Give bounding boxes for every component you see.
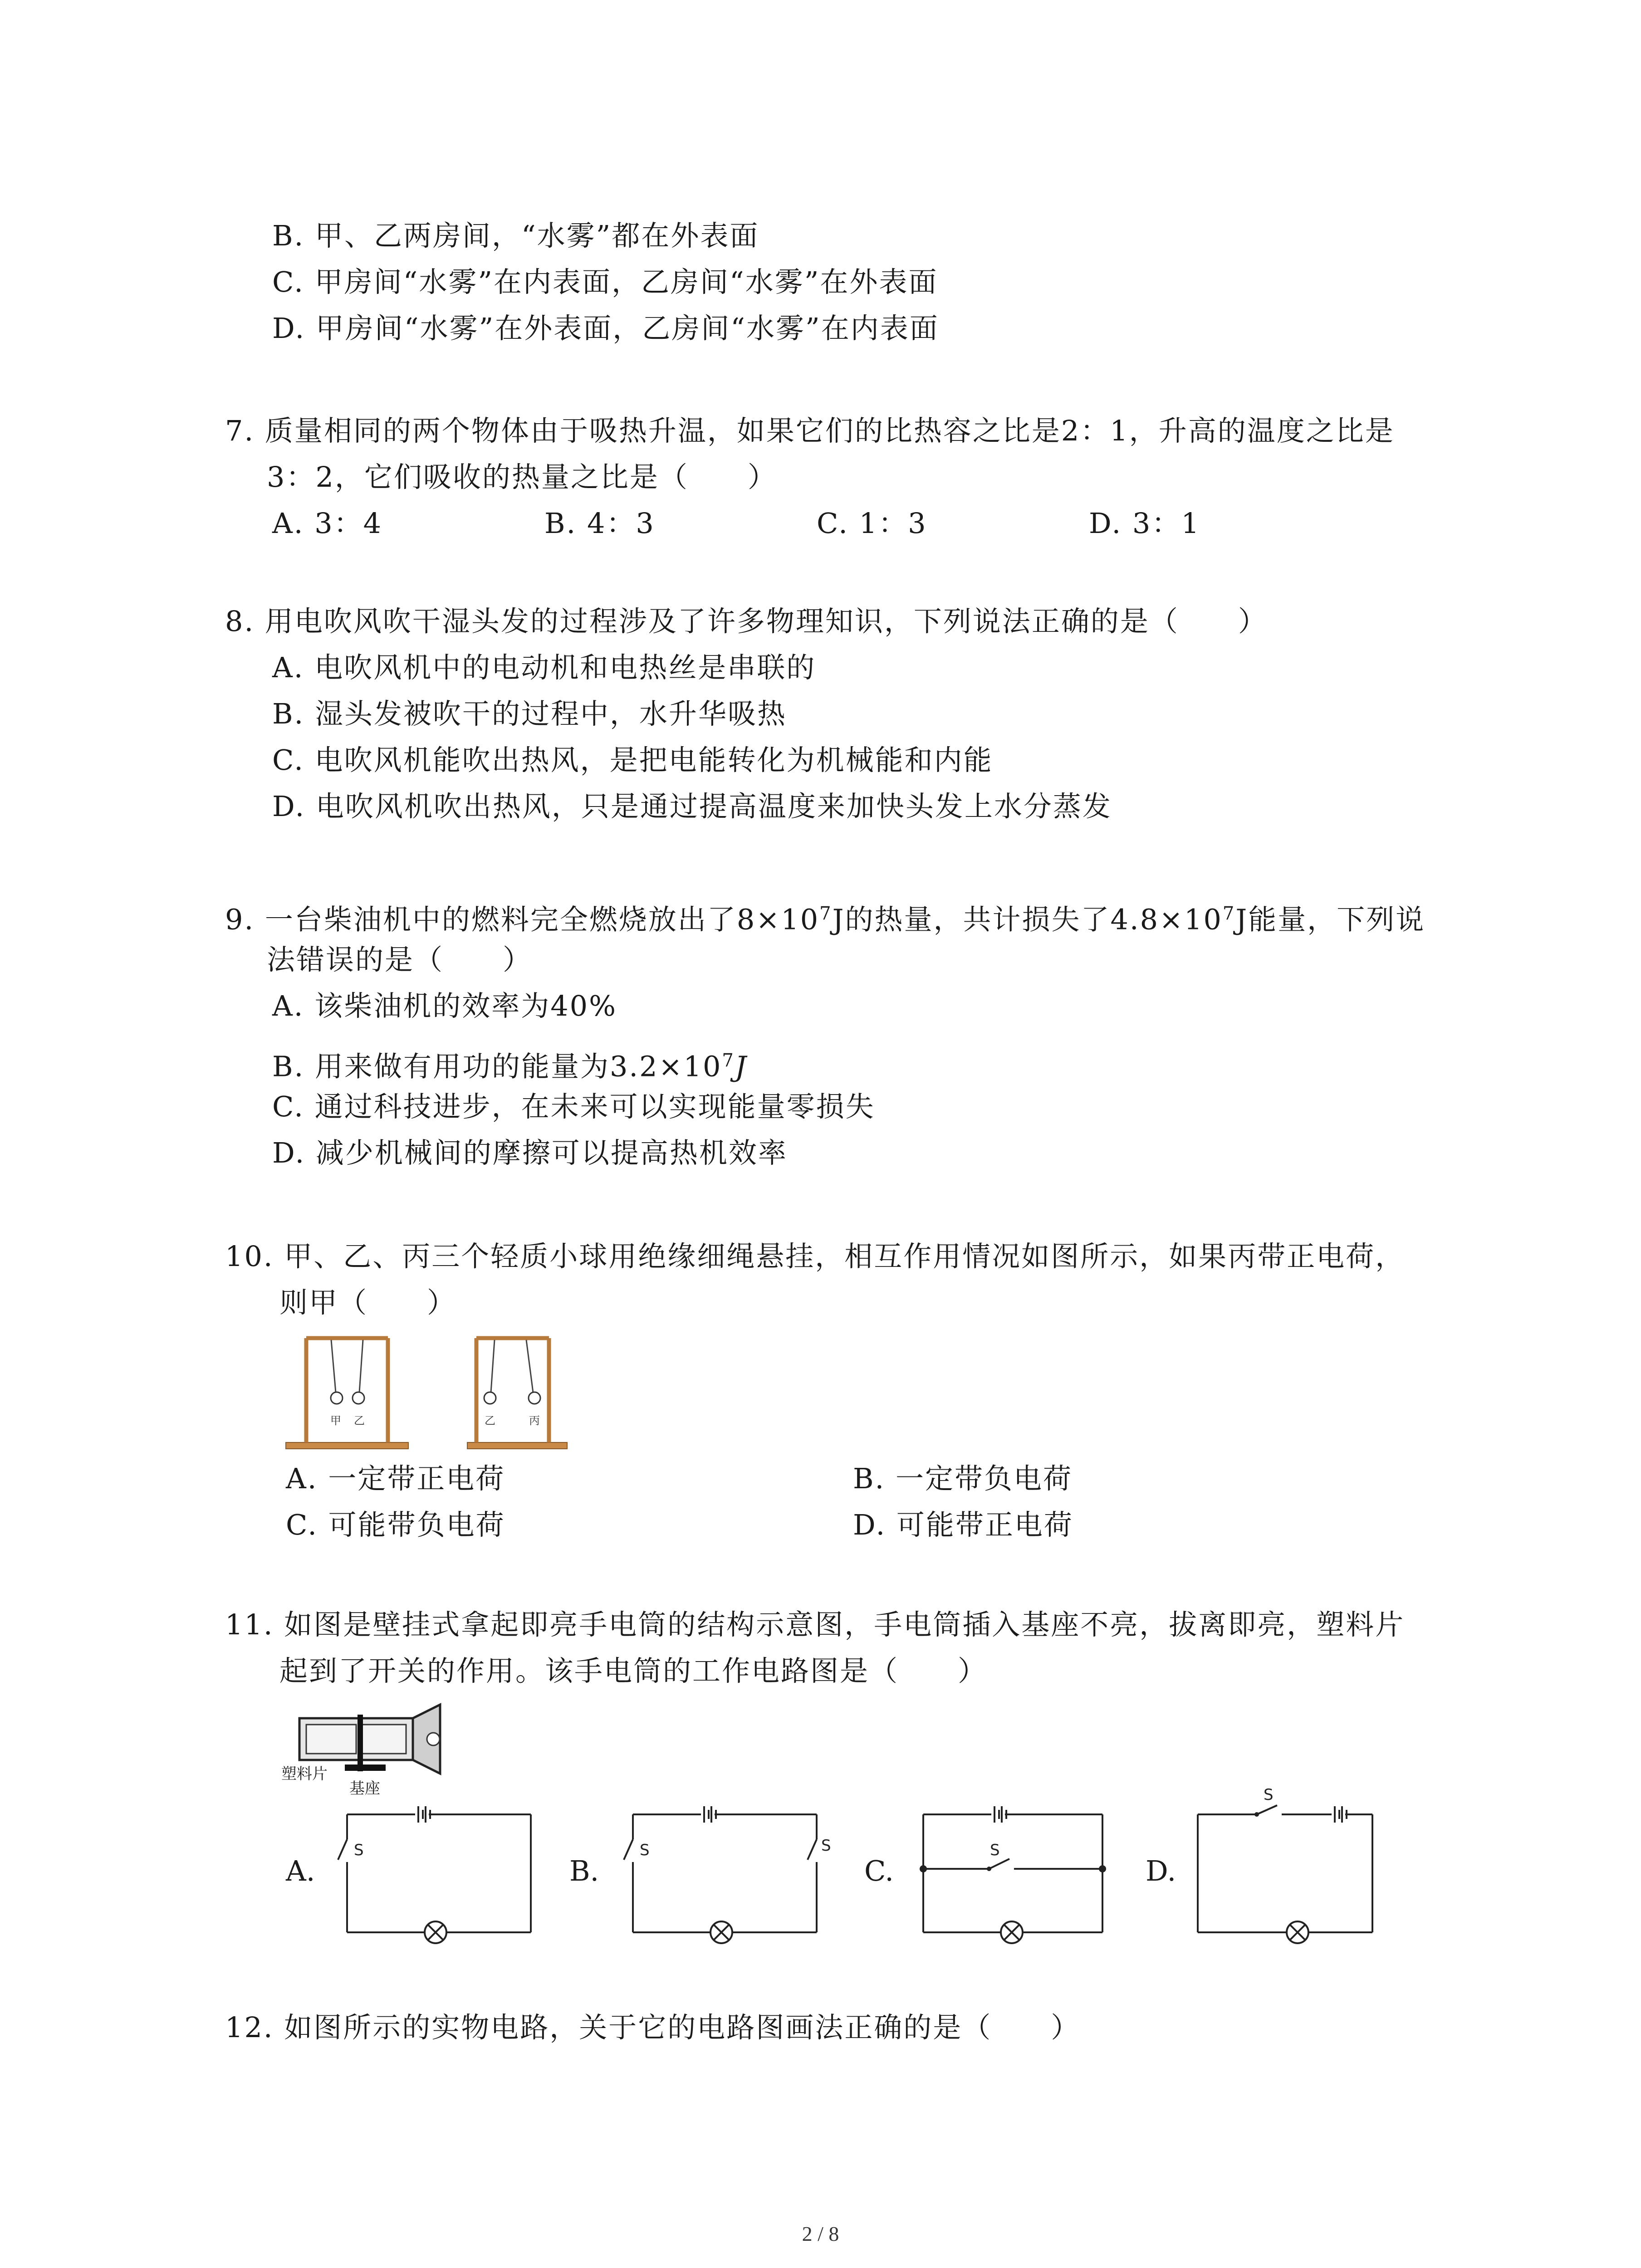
q7-option-b: B. 4：3 <box>544 507 655 540</box>
ball-yi-left <box>353 1392 364 1404</box>
q9-option-b <box>272 1042 748 1085</box>
q11-option-b-label: B. <box>569 1854 599 1887</box>
q10-option-c: C. 可能带负电荷 <box>286 1508 505 1541</box>
q10-option-d: D. 可能带正电荷 <box>853 1508 1073 1541</box>
q10-option-b: B. 一定带负电荷 <box>853 1462 1073 1495</box>
circuit-d-switch-label: S <box>1264 1786 1274 1804</box>
label-bing: 丙 <box>529 1414 540 1427</box>
q6-option-c: C. 甲房间“水雾”在内表面，乙房间“水雾”在外表面 <box>272 265 938 298</box>
q8-option-a: A. 电吹风机中的电动机和电热丝是串联的 <box>272 651 816 684</box>
q12-stem: 12. 如图所示的实物电路，关于它的电路图画法正确的是（ ） <box>225 2011 1081 2044</box>
label-yi-left: 乙 <box>354 1414 365 1427</box>
circuit-b <box>622 1801 831 1950</box>
label-plastic-piece: 塑料片 <box>281 1765 328 1783</box>
circuit-a <box>336 1801 540 1950</box>
q6-option-d: D. 甲房间“水雾”在外表面，乙房间“水雾”在内表面 <box>272 312 939 345</box>
circuit-c-switch-label: S <box>990 1841 1000 1859</box>
q9-option-b-unit: J <box>735 1050 748 1083</box>
q10-options-row2 <box>286 1507 1465 1543</box>
q10-pendulum-figure <box>281 1329 572 1456</box>
q9-stem-line2: 法错误的是（ ） <box>267 943 533 976</box>
label-yi-right: 乙 <box>485 1414 495 1427</box>
q8-stem: 8. 用电吹风吹干湿头发的过程涉及了许多物理知识，下列说法正确的是（ ） <box>225 605 1268 638</box>
q7-option-d: D. 3：1 <box>1089 507 1200 540</box>
q11-stem-line2: 起到了开关的作用。该手电筒的工作电路图是（ ） <box>279 1654 988 1687</box>
q11-option-d-label: D. <box>1146 1854 1176 1887</box>
q11-option-a-label: A. <box>286 1854 315 1887</box>
ball-jia <box>331 1392 343 1404</box>
q7-options <box>272 505 1497 542</box>
q9-exponent-1: 7 <box>819 903 833 924</box>
q11-option-c-label: C. <box>864 1854 894 1887</box>
page-number: 2 / 8 <box>802 2222 839 2245</box>
q10-options-row1 <box>286 1461 1465 1497</box>
ball-bing <box>529 1392 540 1404</box>
circuit-a-switch-label: S <box>354 1841 364 1859</box>
q9-stem-part2: J的热量，共计损失了4.8×10 <box>832 903 1223 936</box>
q11-flashlight-figure <box>281 1701 472 1796</box>
circuit-b-switch-label-left: S <box>640 1841 650 1859</box>
q9-option-b-text: B. 用来做有用功的能量为3.2×10 <box>272 1050 722 1083</box>
q9-stem-line1 <box>225 895 1425 938</box>
q7-stem-line2: 3：2，它们吸收的热量之比是（ ） <box>267 460 777 494</box>
q6-option-b: B. 甲、乙两房间，“水雾”都在外表面 <box>272 219 759 252</box>
label-base: 基座 <box>349 1779 380 1798</box>
q9-stem-part1: 9. 一台柴油机中的燃料完全燃烧放出了8×10 <box>225 903 820 936</box>
label-jia: 甲 <box>330 1414 341 1427</box>
circuit-b-switch-label-right: S <box>821 1837 831 1855</box>
left-stand <box>286 1338 408 1449</box>
q7-option-c: C. 1：3 <box>817 507 927 540</box>
right-stand <box>467 1338 567 1449</box>
q9-option-a: A. 该柴油机的效率为40% <box>272 989 617 1022</box>
q9-option-c: C. 通过科技进步，在未来可以实现能量零损失 <box>272 1090 875 1123</box>
q9-exponent-2: 7 <box>1222 903 1236 924</box>
q7-option-a: A. 3：4 <box>272 507 383 540</box>
q10-option-a: A. 一定带正电荷 <box>286 1462 505 1495</box>
q8-option-c: C. 电吹风机能吹出热风，是把电能转化为机械能和内能 <box>272 743 993 777</box>
ball-yi-right <box>484 1392 496 1404</box>
circuit-d <box>1186 1787 1391 1950</box>
q9-option-d: D. 减少机械间的摩擦可以提高热机效率 <box>272 1136 788 1169</box>
q10-stem-line2: 则甲（ ） <box>279 1286 457 1319</box>
q9-stem-part3: J能量，下列说 <box>1235 903 1425 936</box>
q10-stem-line1: 10. 甲、乙、丙三个轻质小球用绝缘细绳悬挂，相互作用情况如图所示，如果丙带正电荷， <box>225 1240 1405 1273</box>
q7-stem-line1: 7. 质量相同的两个物体由于吸热升温，如果它们的比热容之比是2：1，升高的温度之比是 <box>225 414 1395 447</box>
q8-option-d: D. 电吹风机吹出热风，只是通过提高温度来加快头发上水分蒸发 <box>272 790 1112 823</box>
q8-option-b: B. 湿头发被吹干的过程中，水升华吸热 <box>272 697 787 730</box>
circuit-c <box>912 1801 1116 1950</box>
q11-stem-line1: 11. 如图是壁挂式拿起即亮手电筒的结构示意图，手电筒插入基座不亮，拔离即亮，塑料片 <box>225 1608 1405 1641</box>
q9-option-b-exponent: 7 <box>722 1050 735 1071</box>
